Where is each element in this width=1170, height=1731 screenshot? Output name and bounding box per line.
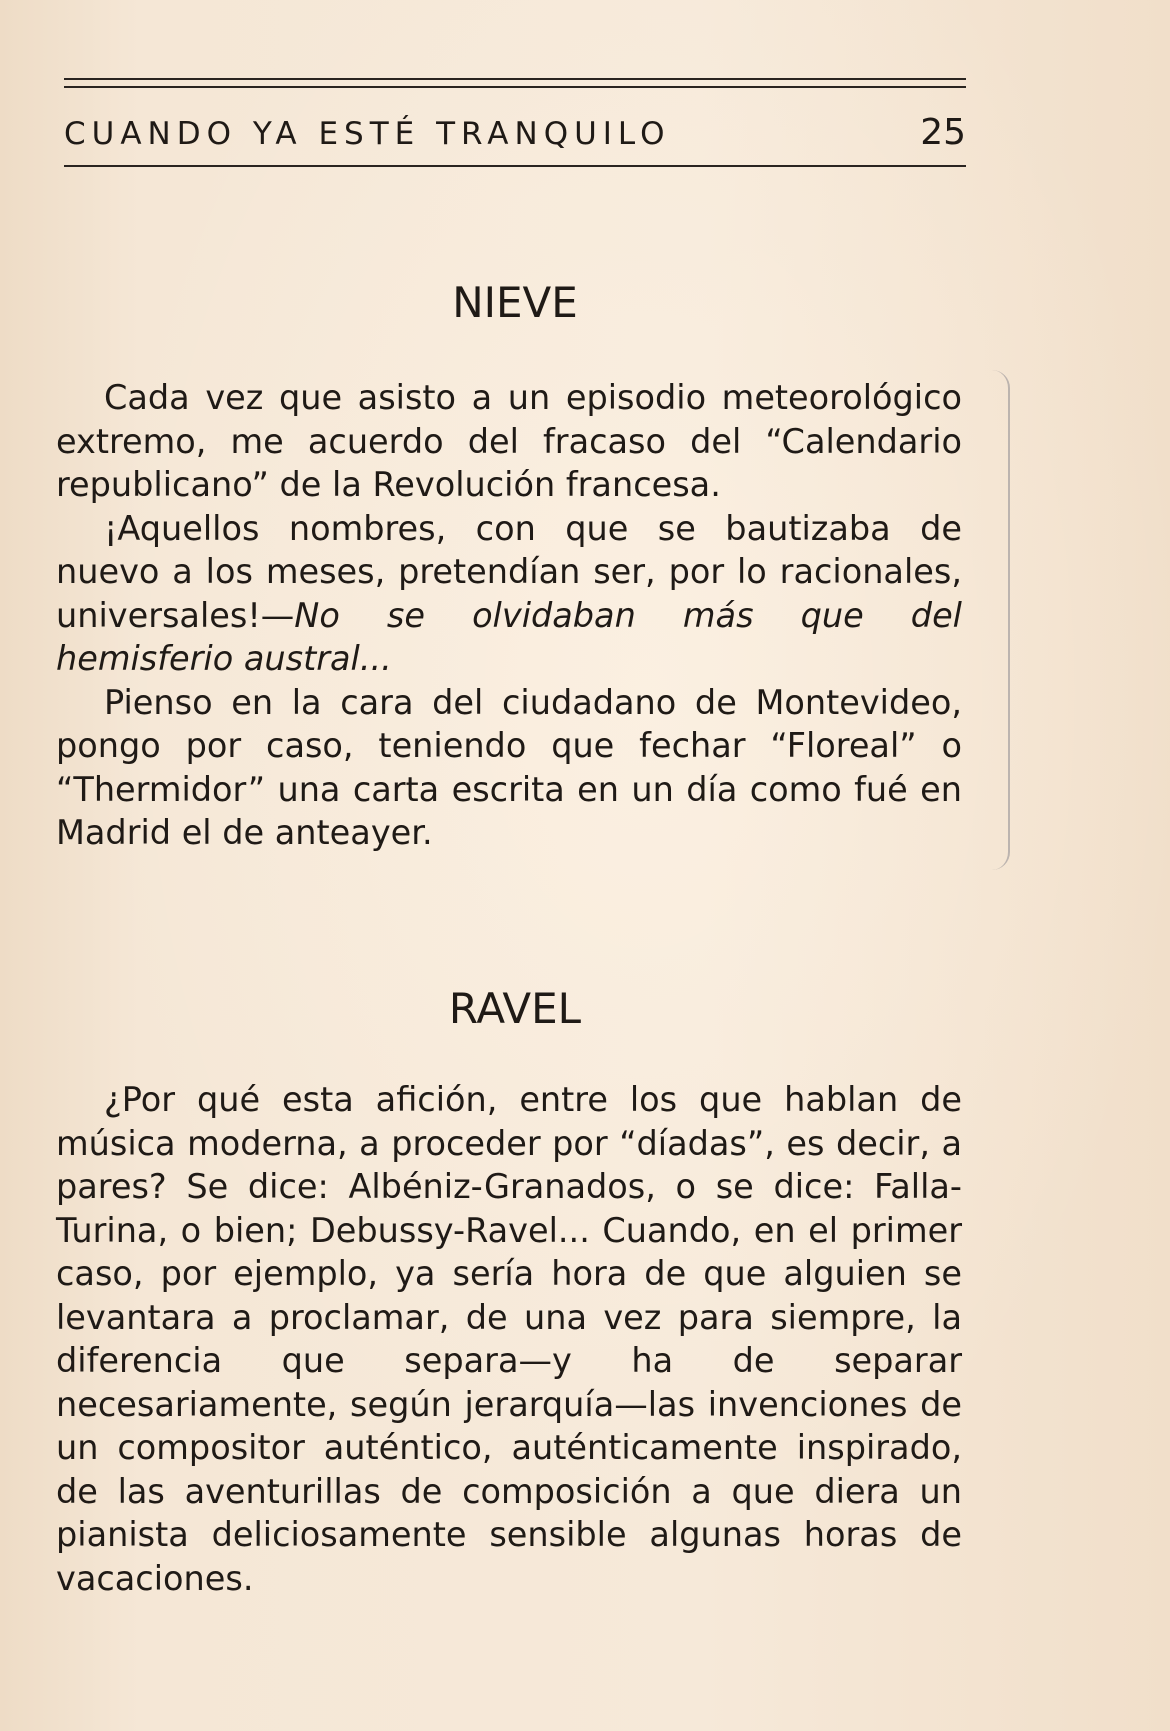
paragraph-text: ¿Por qué esta afición, entre los que hablan de música moderna, a proceder por “díadas”, es decir, a pares? Se dice: Albéniz-Granados, o se dice: Falla-Turina, o bien; Debussy-Ravel... Cuando, en el primer caso, por ejemplo, ya sería hora de que alguien se levantara a proclamar, de una vez para siempre, la diferencia que separa—y ha de separar necesariamente, según jerarquía—las invenciones de un compositor auténtico, auténticamente inspirado, de las aventurillas de composición a que diera un pianista deliciosamente sensible algunas horas de vacaciones.: [56, 1080, 962, 1598]
paragraph-text: ¡Aquellos nombres, con que se bautizaba de nuevo a los meses, pretendían ser, por lo racionales, universales!—: [56, 508, 962, 635]
page-number: 25: [920, 112, 966, 153]
pencil-margin-mark: [992, 370, 1010, 870]
section-body-nieve: [56, 376, 962, 855]
section-body-ravel: [56, 1078, 962, 1600]
running-head: CUANDO YA ESTÉ TRANQUILO: [64, 116, 671, 152]
paragraph: [56, 1078, 962, 1600]
paragraph-italic-text: No se olvidaban más que del hemisferio austral...: [56, 595, 962, 678]
paragraph: [56, 376, 962, 507]
page-header: [64, 78, 966, 167]
section-title-ravel: RAVEL: [448, 984, 582, 1033]
section-title-nieve: NIEVE: [452, 278, 578, 327]
header-single-rule: [64, 165, 966, 167]
paragraph: [56, 507, 962, 681]
paragraph-text: Cada vez que asisto a un episodio meteorológico extremo, me acuerdo del fracaso del “Calendario republicano” de la Revolución francesa.: [56, 378, 962, 504]
header-line: [64, 88, 966, 165]
header-double-rule: [64, 78, 966, 88]
paragraph: [56, 681, 962, 855]
paragraph-text: Pienso en la cara del ciudadano de Montevideo, pongo por caso, teniendo que fechar “Floreal” o “Thermidor” una carta escrita en un día como fué en Madrid el de anteayer.: [56, 682, 962, 852]
